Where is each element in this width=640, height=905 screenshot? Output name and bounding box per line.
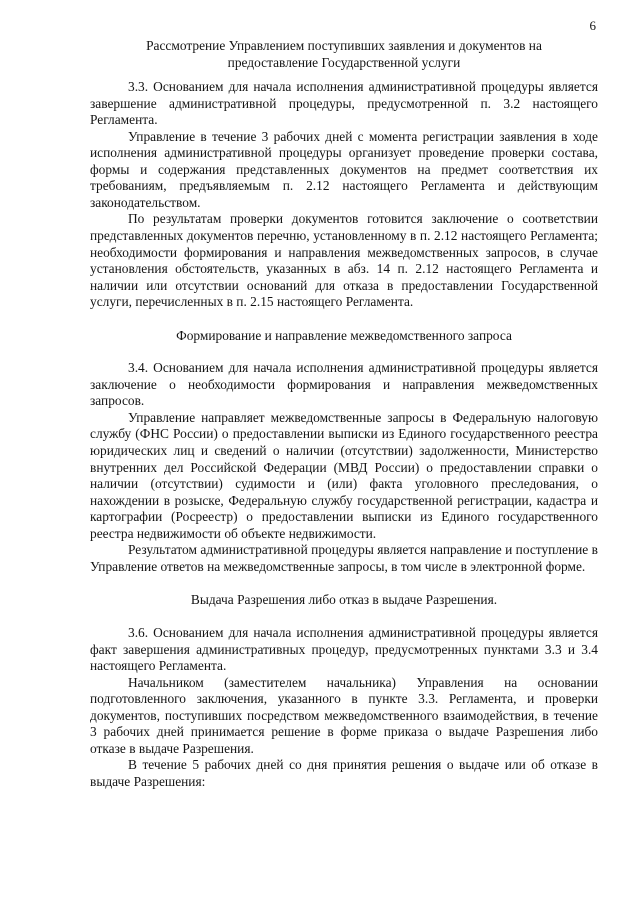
section-heading xyxy=(90,592,598,609)
paragraph: По результатам проверки документов готовится заключение о соответствии представленных документов перечню, установленному в п. 2.12 настоящего Регламента; необходимости формирования и направления межведомственных запросов, в случае установления обстоятельств, указанных в абз. 14 п. 2.12 настоящего Регламента и наличии или отсутствии оснований для отказа в предоставлении Государственной услуги, перечисленных в п. 2.15 настоящего Регламента. xyxy=(90,211,598,310)
paragraph: Результатом административной процедуры является направление и поступление в Управление ответов на межведомственные запросы, в том числе в электронной форме. xyxy=(90,542,598,574)
paragraph: 3.6. Основанием для начала исполнения административной процедуры является факт завершения административных процедур, предусмотренных пунктами 3.3 и 3.4 настоящего Регламента. xyxy=(90,624,598,674)
page-number: 6 xyxy=(589,18,596,33)
heading-line: Рассмотрение Управлением поступивших заявления и документов на xyxy=(146,38,542,53)
paragraph: В течение 5 рабочих дней со дня принятия решения о выдаче или об отказе в выдаче Разрешения: xyxy=(90,757,598,789)
paragraph: 3.4. Основанием для начала исполнения административной процедуры является заключение о необходимости формирования и направления межведомственных запросов. xyxy=(90,360,598,409)
section-heading xyxy=(90,38,598,71)
paragraph: Управление направляет межведомственные запросы в Федеральную налоговую службу (ФНС России) о предоставлении выписки из Единого государственного реестра юридических лиц и сведений о наличии (отсутствии) задолженности, Министерство внутренних дел Российской Федерации (МВД России) о предоставлении справки о наличии (отсутствии) судимости и (или) факта уголовного преследования, о нахождении в розыске, Федеральную службу государственной регистрации, кадастра и картографии (Росреестр) о предоставлении выписки из Единого государственного реестра недвижимости об объекте недвижимости. xyxy=(90,409,598,541)
section-interagency-request xyxy=(90,328,598,576)
heading-line: Формирование и направление межведомственного запроса xyxy=(176,327,512,343)
heading-line: Выдача Разрешения либо отказ в выдаче Разрешения. xyxy=(190,592,498,608)
section-heading xyxy=(90,328,598,345)
paragraph: Начальником (заместителем начальника) Управления на основании подготовленного заключения, указанного в пункте 3.3. Регламента, и проверки документов, поступивших посредством межведомственного взаимодействия, в течение 3 рабочих дней принимается решение в форме приказа о выдаче Разрешения либо отказе в выдаче Разрешения. xyxy=(90,674,598,756)
section-review-applications xyxy=(90,38,598,311)
paragraph: Управление в течение 3 рабочих дней с момента регистрации заявления в ходе исполнения административной процедуры организует проведение проверки состава, формы и содержания представленных документов на предмет соответствия их требованиям, предъявляемым п. 2.12 настоящего Регламента и действующим законодательством. xyxy=(90,128,598,210)
heading-line: предоставление Государственной услуги xyxy=(227,54,461,70)
paragraph: 3.3. Основанием для начала исполнения административной процедуры является завершение административной процедуры, предусмотренной п. 3.2 настоящего Регламента. xyxy=(90,79,598,128)
section-permit-issuance xyxy=(90,592,598,790)
